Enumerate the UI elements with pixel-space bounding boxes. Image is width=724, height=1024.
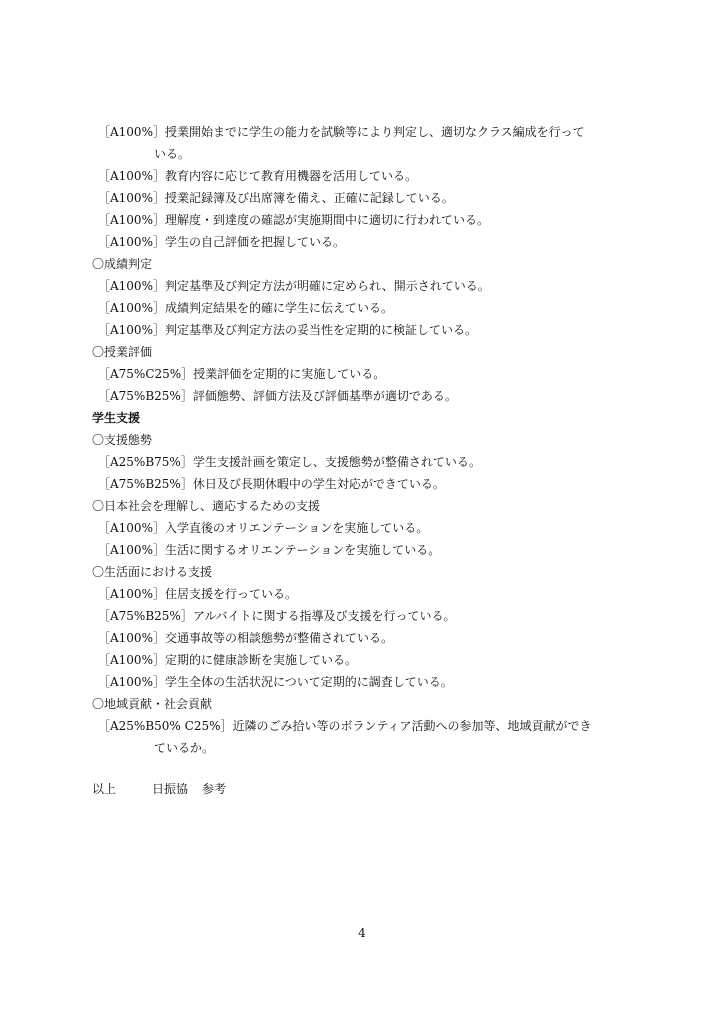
- section-subheading: 〇地域貢献・社会貢献: [92, 697, 213, 711]
- evaluation-item-continuation: ているか。: [154, 741, 215, 755]
- footer-sanko: 参考: [202, 782, 227, 796]
- evaluation-item: ［A75%B25%］アルバイトに関する指導及び支援を行っている。: [98, 609, 456, 623]
- section-subheading: 〇支援態勢: [92, 433, 153, 447]
- evaluation-item: ［A100%］判定基準及び判定方法の妥当性を定期的に検証している。: [98, 323, 477, 337]
- section-subheading: 〇生活面における支援: [92, 565, 213, 579]
- evaluation-item: ［A100%］入学直後のオリエンテーションを実施している。: [98, 521, 429, 535]
- evaluation-item: ［A100%］理解度・到達度の確認が実施期間中に適切に行われている。: [98, 213, 489, 227]
- evaluation-item: ［A75%B25%］評価態勢、評価方法及び評価基準が適切である。: [98, 389, 457, 403]
- document-body: [92, 121, 652, 759]
- evaluation-item-continuation: いる。: [154, 147, 191, 161]
- evaluation-item: ［A100%］成績判定結果を的確に学生に伝えている。: [98, 301, 393, 315]
- evaluation-item: ［A25%B75%］学生支援計画を策定し、支援態勢が整備されている。: [98, 455, 481, 469]
- footer-ijo: 以上: [92, 782, 117, 796]
- evaluation-item: ［A100%］学生全体の生活状況について定期的に調査している。: [98, 675, 453, 689]
- evaluation-item: ［A100%］授業開始までに学生の能力を試験等により判定し、適切なクラス編成を行って: [98, 125, 585, 139]
- footer-nisshinkyo: 日振協: [152, 782, 189, 796]
- evaluation-item: ［A25%B50% C25%］近隣のごみ拾い等のボランティア活動への参加等、地域貢献ができ: [98, 719, 592, 733]
- evaluation-item: ［A100%］生活に関するオリエンテーションを実施している。: [98, 543, 441, 557]
- evaluation-item: ［A100%］教育内容に応じて教育用機器を活用している。: [98, 169, 417, 183]
- evaluation-item: ［A100%］定期的に健康診断を実施している。: [98, 653, 357, 667]
- page-number: 4: [358, 926, 366, 940]
- evaluation-item: ［A100%］学生の自己評価を把握している。: [98, 235, 345, 249]
- evaluation-item: ［A100%］住居支援を行っている。: [98, 587, 297, 601]
- evaluation-item: ［A75%C25%］授業評価を定期的に実施している。: [98, 367, 386, 381]
- evaluation-item: ［A100%］交通事故等の相談態勢が整備されている。: [98, 631, 393, 645]
- section-subheading: 〇授業評価: [92, 345, 153, 359]
- document-footer-note: [92, 779, 226, 799]
- section-subheading: 〇成績判定: [92, 257, 153, 271]
- section-heading: 学生支援: [92, 411, 141, 425]
- evaluation-item: ［A100%］判定基準及び判定方法が明確に定められ、開示されている。: [98, 279, 490, 293]
- evaluation-item: ［A75%B25%］休日及び長期休暇中の学生対応ができている。: [98, 477, 445, 491]
- section-subheading: 〇日本社会を理解し、適応するための支援: [92, 499, 321, 513]
- evaluation-item: ［A100%］授業記録簿及び出席簿を備え、正確に記録している。: [98, 191, 454, 205]
